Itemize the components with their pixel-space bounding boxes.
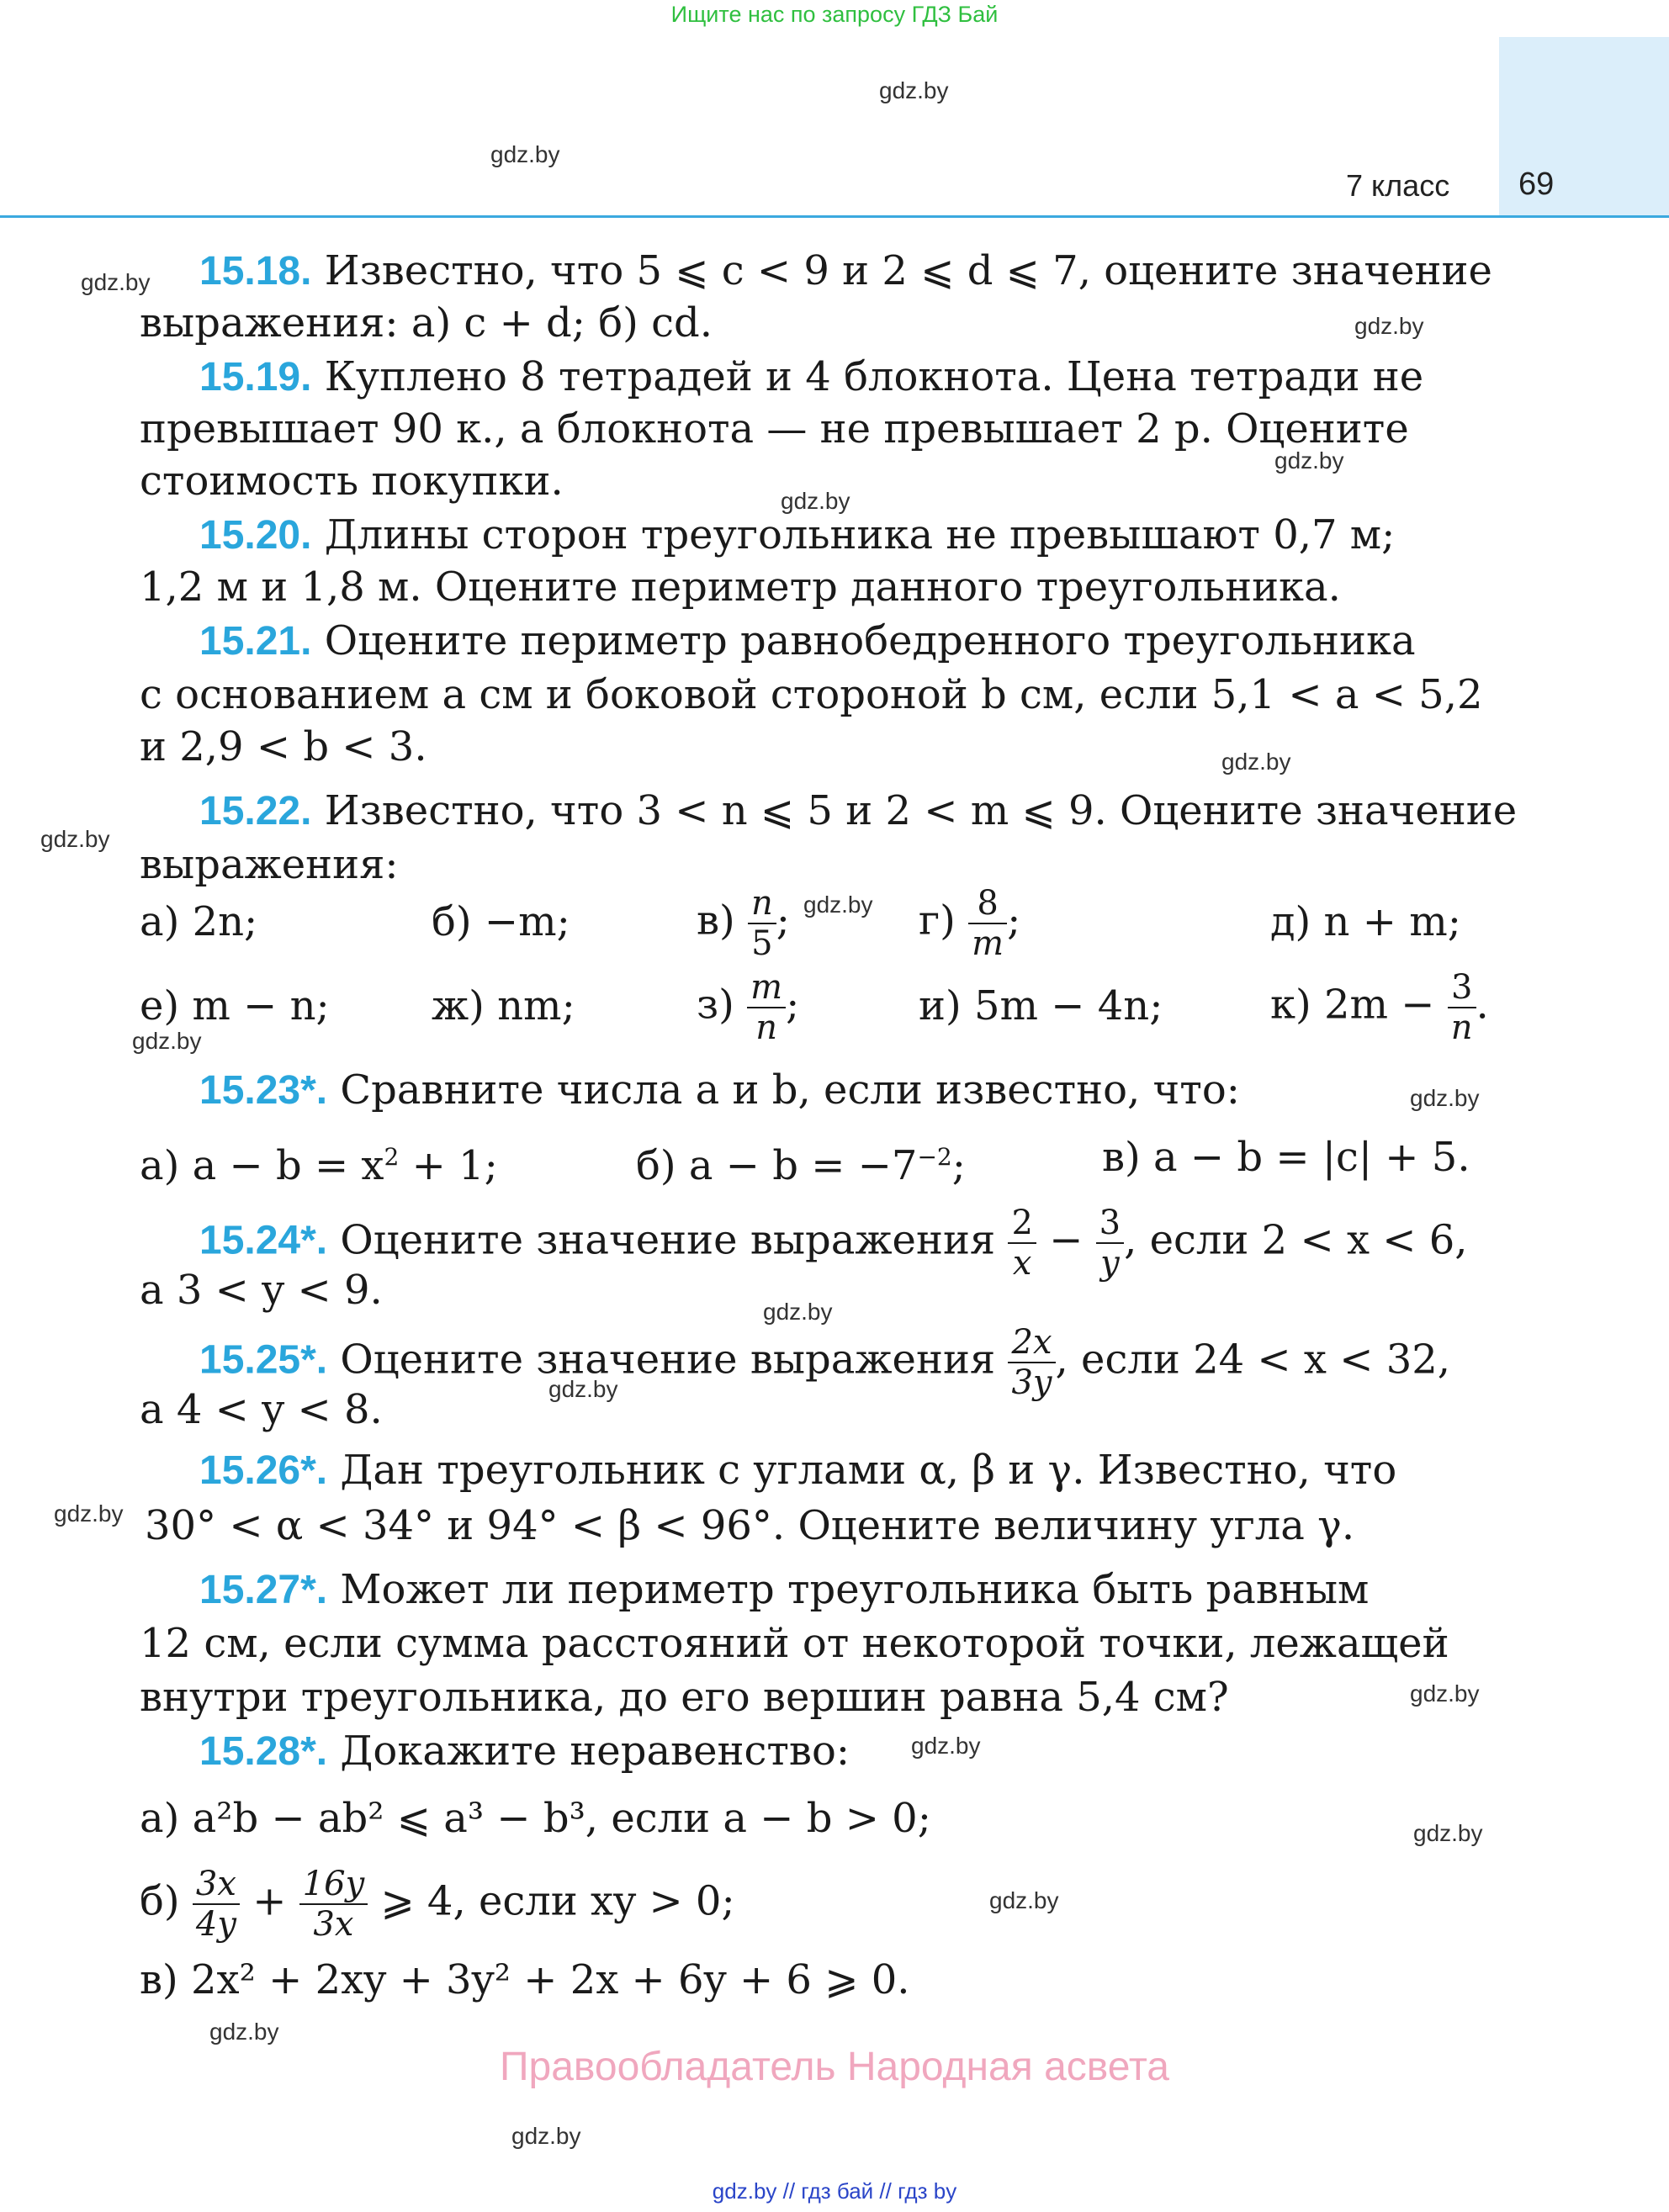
numerator: 2 (1008, 1206, 1036, 1244)
fraction (968, 884, 1007, 963)
watermark: gdz.by (763, 1299, 833, 1325)
problem-text: Докажите неравенство: (340, 1728, 850, 1775)
item-label: б) (140, 1877, 180, 1925)
item-label: з) (697, 981, 734, 1029)
problem-number: 15.21. (199, 619, 312, 664)
fraction (1096, 1204, 1124, 1283)
problem-15-24-line-1: 15.24*. Оцените значение выражения $\frac{2}{x}$ − $\frac{3}{y}$ , если 2 < x < 6, (199, 1204, 1468, 1283)
watermark: gdz.by (1410, 1085, 1480, 1111)
problem-text: Оцените значение выражения (340, 1216, 996, 1264)
problem-text: Оцените периметр равнобедренного треугольника (324, 617, 1416, 664)
item-k: к) 2m − $\frac{3}{n}$ . (1270, 968, 1489, 1047)
item-a: а) 2n; (140, 898, 258, 945)
problem-15-20-line-2: 1,2 м и 1,8 м. Оцените периметр данного треугольника. (140, 564, 1341, 611)
item-b (636, 1132, 966, 1191)
item-d: д) n + m; (1270, 898, 1461, 945)
problem-text: Может ли периметр треугольника быть равным (340, 1566, 1370, 1613)
problem-15-27-line-2: 12 см, если сумма расстояний от некоторой точки, лежащей (140, 1620, 1449, 1667)
numerator: 8 (968, 886, 1007, 924)
item-a: а) a²b − ab² ⩽ a³ − b³, если a − b > 0; (140, 1795, 931, 1842)
watermark: gdz.by (989, 1887, 1059, 1913)
exponent: 2 (384, 1143, 400, 1171)
denominator: 3x (313, 1905, 354, 1944)
problem-15-20-line-1 (199, 510, 1395, 561)
fraction (299, 1865, 368, 1944)
watermark: gdz.by (911, 1733, 981, 1759)
item-a (140, 1132, 498, 1191)
denominator: n (755, 1008, 778, 1047)
fraction (1008, 1323, 1055, 1402)
numerator: 2x (1008, 1326, 1055, 1363)
denominator: m (972, 924, 1004, 963)
item-z: з) $\frac{m}{n}$ ; (697, 968, 800, 1047)
fraction (1008, 1204, 1036, 1283)
problem-text: Известно, что 3 < n ⩽ 5 и 2 < m ⩽ 9. Оцените значение (324, 787, 1518, 834)
fraction (748, 884, 776, 963)
watermark: gdz.by (1221, 749, 1291, 775)
item-b: б) −m; (432, 898, 570, 945)
header-rule (0, 215, 1669, 218)
watermark: gdz.by (879, 77, 949, 103)
problem-15-22-line-1 (199, 786, 1517, 837)
watermark: gdz.by (40, 826, 110, 852)
problem-15-21-line-3: и 2,9 < b < 3. (140, 723, 427, 770)
problem-15-25-line-2: а 4 < y < 8. (140, 1386, 383, 1433)
problem-15-23-line-1 (199, 1065, 1240, 1116)
problem-15-22-line-2: выражения: (140, 841, 399, 888)
problem-text: Известно, что 5 ⩽ c < 9 и 2 ⩽ d ⩽ 7, оцените значение (324, 247, 1492, 294)
item-label: в) (697, 897, 735, 945)
item-v: в) 2x² + 2xy + 3y² + 2x + 6y + 6 ⩾ 0. (140, 1956, 910, 2003)
numerator: n (748, 886, 776, 924)
watermark: gdz.by (781, 488, 850, 514)
exponent: −2 (917, 1143, 952, 1171)
problem-text: , если 2 < x < 6, (1124, 1216, 1468, 1264)
problem-text: Дан треугольник с углами α, β и γ. Известно, что (340, 1447, 1397, 1494)
rights-holder: Правообладатель Народная асвета (500, 2045, 1169, 2089)
watermark: gdz.by (511, 2123, 581, 2149)
item-e: е) m − n; (140, 982, 330, 1029)
expr: б) a − b = −7 (636, 1142, 918, 1189)
item-label: к) 2m − (1270, 981, 1435, 1029)
numerator: 16y (299, 1867, 368, 1905)
problem-15-19-line-3: стоимость покупки. (140, 458, 564, 505)
numerator: 3x (193, 1867, 240, 1905)
footer-links[interactable]: gdz.by // гдз бай // гдз by (712, 2178, 957, 2204)
denominator: 5 (751, 924, 773, 963)
watermark: gdz.by (1354, 313, 1424, 339)
problem-number: 15.23*. (199, 1068, 328, 1113)
problem-15-27-line-1 (199, 1564, 1369, 1616)
fraction (747, 968, 786, 1047)
watermark: gdz.by (209, 2019, 279, 2045)
denominator: n (1450, 1008, 1473, 1047)
fraction (1448, 968, 1476, 1047)
expr: + 1; (399, 1142, 498, 1189)
watermark: gdz.by (54, 1500, 124, 1527)
numerator: 3 (1448, 971, 1476, 1008)
problem-15-18-line-2: выражения: а) c + d; б) cd. (140, 299, 713, 347)
watermark: gdz.by (1410, 1680, 1480, 1707)
problem-15-21-line-1 (199, 616, 1416, 667)
problem-number: 15.19. (199, 355, 312, 400)
item-g: г) $\frac{8}{m}$ ; (919, 884, 1021, 963)
item-v: в) a − b = |c| + 5. (1102, 1134, 1470, 1181)
problem-15-27-line-3: внутри треугольника, до его вершин равна 5,4 см? (140, 1674, 1229, 1721)
denominator: 4y (195, 1905, 236, 1944)
problem-15-26-line-1 (199, 1445, 1396, 1496)
problem-number: 15.26*. (199, 1448, 328, 1493)
numerator: m (747, 971, 786, 1008)
item-zh: ж) nm; (432, 982, 575, 1029)
expr: ; (951, 1142, 966, 1189)
expr: а) a − b = x (140, 1142, 384, 1189)
item-b: б) $\frac{3x}{4y}$ + $\frac{16y}{3x}$ ⩾ 4, если xy > 0; (140, 1865, 735, 1944)
problem-text: Оцените значение выражения (340, 1336, 996, 1384)
problem-15-21-line-2: с основанием a см и боковой стороной b см, если 5,1 < a < 5,2 (140, 671, 1483, 718)
problem-15-18-line-1 (199, 246, 1492, 297)
expr: ⩾ 4, если xy > 0; (380, 1877, 735, 1925)
problem-number: 15.22. (199, 789, 312, 833)
problem-15-24-line-2: а 3 < y < 9. (140, 1267, 383, 1314)
problem-number: 15.28*. (199, 1729, 328, 1774)
problem-15-28-line-1 (199, 1726, 850, 1777)
item-v: в) $\frac{n}{5}$ ; (697, 884, 790, 963)
denominator: 3y (1011, 1363, 1052, 1402)
fraction (193, 1865, 240, 1944)
grade-label: 7 класс (1346, 168, 1450, 203)
denominator: x (1012, 1244, 1032, 1283)
problem-text: , если 24 < x < 32, (1055, 1336, 1451, 1384)
problem-15-25-line-1 (199, 1323, 1451, 1402)
problem-number: 15.24*. (199, 1218, 328, 1263)
watermark: gdz.by (803, 892, 873, 918)
watermark: gdz.by (1274, 447, 1344, 474)
problem-number: 15.25*. (199, 1337, 328, 1383)
top-banner: Ищите нас по запросу ГДЗ Бай (670, 2, 999, 27)
problem-text: Длины сторон треугольника не превышают 0,7 м; (324, 511, 1396, 558)
problem-text: Сравните числа a и b, если известно, что: (340, 1066, 1240, 1114)
problem-number: 15.20. (199, 513, 312, 558)
problem-number: 15.18. (199, 249, 312, 294)
watermark: gdz.by (81, 269, 151, 295)
problem-15-19-line-2: превышает 90 к., а блокнота — не превышает 2 р. Оцените (140, 405, 1409, 452)
watermark: gdz.by (548, 1376, 618, 1402)
problem-number: 15.27*. (199, 1568, 328, 1612)
item-label: г) (919, 897, 956, 945)
denominator: y (1100, 1244, 1120, 1283)
problem-15-26-line-2: 30° < α < 34° и 94° < β < 96°. Оцените величину угла γ. (145, 1502, 1355, 1549)
watermark: gdz.by (1413, 1820, 1483, 1846)
item-i: и) 5m − 4n; (919, 982, 1163, 1029)
watermark: gdz.by (132, 1028, 202, 1054)
problem-text: Куплено 8 тетрадей и 4 блокнота. Цена тетради не (324, 353, 1424, 400)
page-number: 69 (1518, 167, 1555, 202)
watermark: gdz.by (490, 141, 560, 167)
problem-15-19-line-1 (199, 352, 1423, 403)
numerator: 3 (1096, 1206, 1124, 1244)
